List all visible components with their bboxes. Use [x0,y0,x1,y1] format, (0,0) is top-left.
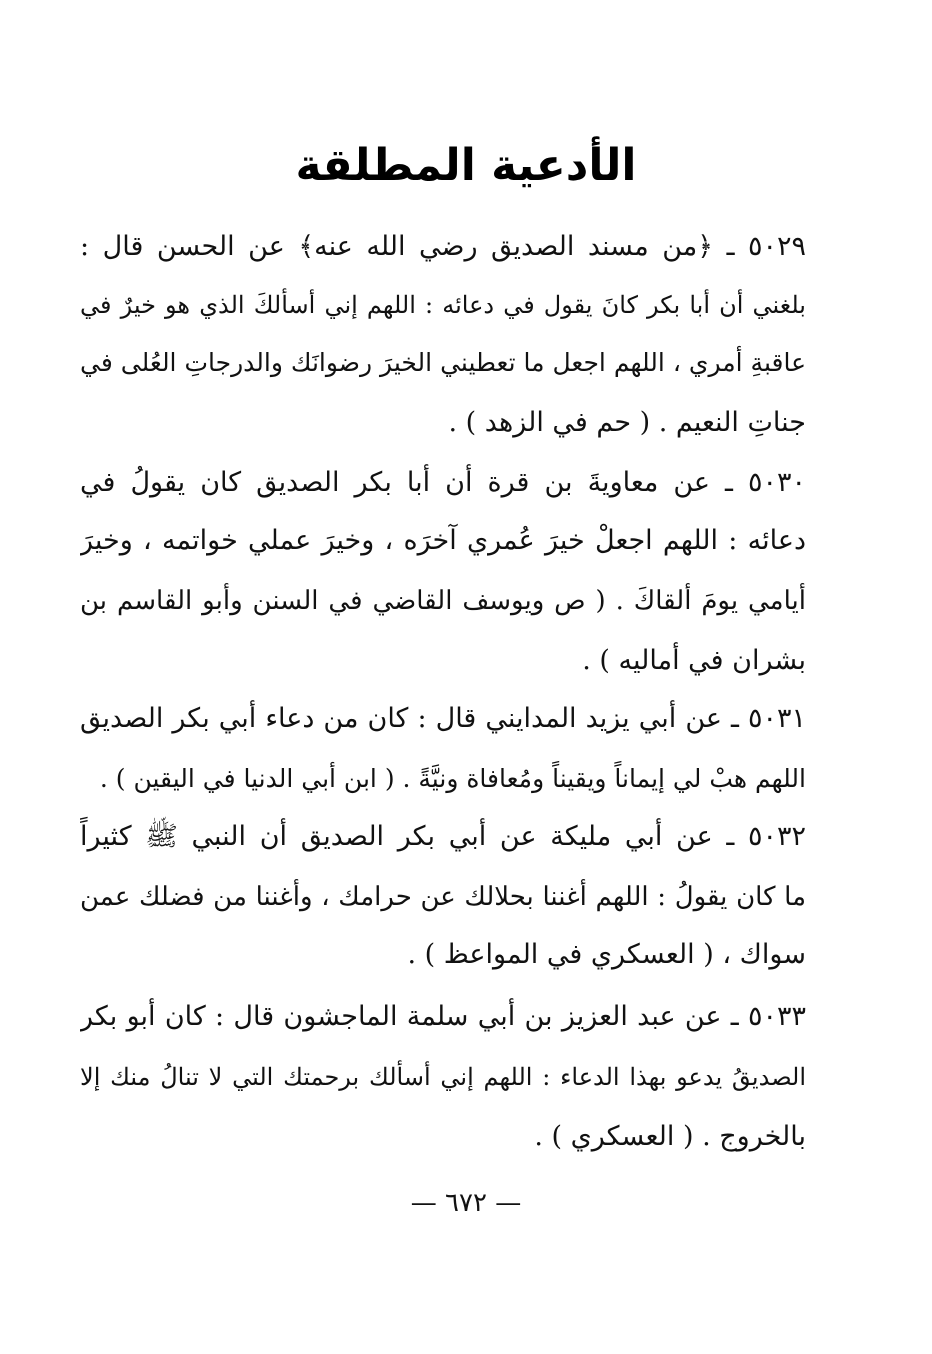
text-line: سواك ، ( العسكري في المواعظ ) . [407,939,806,970]
text-line: بلغني أن أبا بكر كانَ يقول في دعائه : اللهم إني أسألكَ الذي هو خيرٌ في [80,291,806,319]
text-line: الصديقُ يدعو بهذا الدعاء : اللهم إني أسألك برحمتك التي لا تنالُ منك إلا [80,1063,806,1091]
text-line: بشران في أماليه ) . [582,645,806,676]
text-line: جناتِ النعيم . ( حم في الزهد ) . [448,407,806,438]
section-heading: الأدعية المطلقة [295,140,637,191]
text-line: ٥٠٢٩ ـ ﴿من مسند الصديق رضي الله عنه﴾ عن الحسن قال : [80,231,806,262]
text-line: ٥٠٣٢ ـ عن أبي مليكة عن أبي بكر الصديق أن النبي ﷺ كثيراً [80,821,806,852]
text-line: ٥٠٣١ ـ عن أبي يزيد المدايني قال : كان من دعاء أبي بكر الصديق [80,703,806,734]
text-line: ٥٠٣٠ ـ عن معاويةَ بن قرة أن أبا بكر الصديق كان يقولُ في [80,467,806,498]
text-line: أيامي يومَ ألقاكَ . ( ص ويوسف القاضي في السنن وأبو القاسم بن [80,586,806,616]
text-line: عاقبةِ أمري ، اللهم اجعل ما تعطيني الخيرَ رضوانَك والدرجاتِ العُلى في [80,348,806,377]
page-number: — ٦٧٢ — [410,1188,522,1218]
text-line: بالخروج . ( العسكري ) . [534,1121,806,1152]
text-line: اللهم هبْ لي إيماناً ويقيناً ومُعافاة ونيَّةً . ( ابن أبي الدنيا في اليقين ) . [99,764,806,793]
text-line: ٥٠٣٣ ـ عن عبد العزيز بن أبي سلمة الماجشون قال : كان أبو بكر [80,1001,806,1032]
text-line: دعائه : اللهم اجعلْ خيرَ عُمري آخرَه ، وخيرَ عملي خواتمه ، وخيرَ [80,525,806,556]
text-line: ما كان يقولُ : اللهم أغننا بحلالك عن حرامك ، وأغننا من فضلك عمن [80,882,806,912]
